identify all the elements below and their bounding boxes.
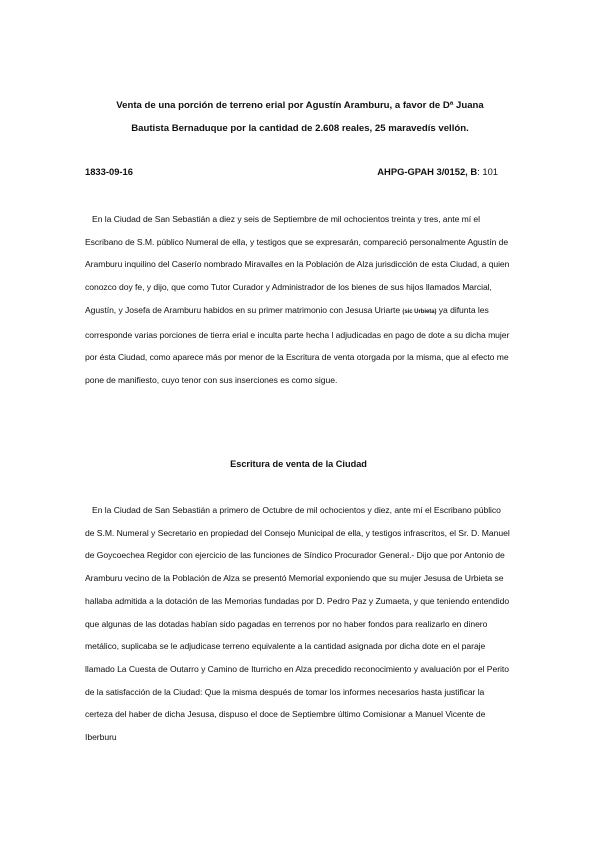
document-date: 1833-09-16 xyxy=(85,166,133,177)
paragraph-1-note: (sic Urbieta) xyxy=(402,308,437,315)
archive-ref-code: AHPG-GPAH 3/0152, B xyxy=(377,166,478,177)
section-subtitle: Escritura de venta de la Ciudad xyxy=(230,459,367,469)
archive-ref-page: : 101 xyxy=(477,166,498,177)
paragraph-1-text-b: ya difunta les corresponde varias porciones de tierra erial e inculta parte hecha l adjudicadas en pago de dote a su dicha mujer por ésta Ciudad, como aparece más por menor de la Escritura de venta otorgada por la misma, que al efecto me pone de manifiesto, cuyo tenor con sus inserciones es como sigue. xyxy=(85,304,510,385)
paragraph-2 xyxy=(85,499,512,749)
reference-row xyxy=(85,166,498,177)
paragraph-1-text-a: En la Ciudad de San Sebastián a diez y seis de Septiembre de mil ochocientos treinta y tres, ante mí el Escribano de S.M. público Numeral de ella, y testigos que se expresarán, compareció personalmente Agustín de Aramburu inquilino del Caserío nombrado Miravalles en la Población de Alza jurisdicción de esta Ciudad, a quien conozco doy fe, y dijo, que como Tutor Curador y Administrador de los bienes de sus hijos llamados Marcial, Agustín, y Josefa de Aramburu habidos en su primer matrimonio con Jesusa Uriarte xyxy=(85,214,510,315)
document-title xyxy=(70,94,530,140)
paragraph-2-text: En la Ciudad de San Sebastián a primero de Octubre de mil ochocientos y diez, ante mí el Escribano público de S.M. Numeral y Secretario en propiedad del Consejo Municipal de ella, y testigos infrascritos, el Sr. D. Manuel de Goycoechea Regidor con ejercicio de las funciones de Síndico Procurador General.- Dijo que por Antonio de Aramburu vecino de la Población de Alza se presentó Memorial exponiendo que su mujer Jesusa de Urbieta se hallaba admitida a la dotación de las Memorias fundadas por D. Pedro Paz y Zumaeta, y que teniendo entendido que algunas de las dotadas habían sido pagadas en terrenos por no haber fondos para realizarlo en dinero metálico, suplicaba se le adjudicase terreno equivalente a la cantidad asignada por dicha dote en el paraje llamado La Cuesta de Outarro y Camino de Iturricho en Alza precedido reconocimiento y avaluación por el Perito de la satisfacción de la Ciudad: Que la misma después de tomar los informes necesarios hasta justificar la certeza del haber de dicha Jesusa, dispuso el doce de Septiembre último Comisionar a Manuel Vicente de Iberburu xyxy=(85,505,510,743)
title-line-2: Bautista Bernaduque por la cantidad de 2.608 reales, 25 maravedís vellón. xyxy=(131,123,469,134)
paragraph-1 xyxy=(85,208,512,392)
title-line-1: Venta de una porción de terreno erial por Agustín Aramburu, a favor de Dª Juana xyxy=(116,100,484,111)
archive-reference xyxy=(377,166,498,177)
